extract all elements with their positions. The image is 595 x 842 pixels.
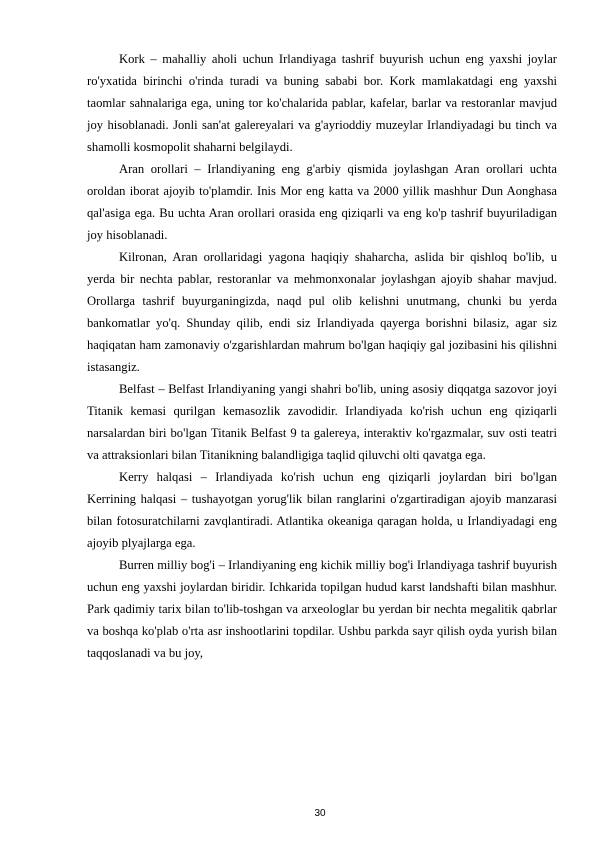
paragraph-kork: Kork – mahalliy aholi uchun Irlandiyaga tashrif buyurish uchun eng yaxshi joylar ro'yxatida birinchi o'rinda turadi va buning sababi bor. Kork mamlakatdagi eng yaxshi taomlar sahnalariga ega, uning tor ko'chalarida pablar, kafelar, barlar va restoranlar mavjud joy hisoblanadi. Jonli san'at galereyalari va g'ayrioddiy muzeylar Irlandiyadagi bu tinch va shamolli kosmopolit shaharni belgilaydi. <box>87 52 557 154</box>
paragraph-aran-islands: Aran orollari – Irlandiyaning eng g'arbiy qismida joylashgan Aran orollari uchta oroldan iborat ajoyib to'plamdir. Inis Mor eng katta va 2000 yillik mashhur Dun Aonghasa qal'asiga ega. Bu uchta Aran orollari orasida eng qiziqarli va eng ko'p tashrif buyuriladigan joy hisoblanadi. <box>87 162 557 242</box>
paragraph-kilronan: Kilronan, Aran orollaridagi yagona haqiqiy shaharcha, aslida bir qishloq bo'lib, u yerda bir nechta pablar, restoranlar va mehmonxonalar joylashgan ajoyib shahar mavjud. Orollarga tashrif buyurganingizda, naqd pul olib kelishni unutmang, chunki bu yerda bankomatlar yo'q. Shunday qilib, endi siz Irlandiyada qayerga borishni bilasiz, agar siz haqiqatan ham zamonaviy o'zgarishlardan mahrum bo'lgan haqiqiy gal jozibasini his qilishni istasangiz. <box>87 250 557 374</box>
paragraph-burren: Burren milliy bog'i – Irlandiyaning eng kichik milliy bog'i Irlandiyaga tashrif buyurish uchun eng yaxshi joylardan biridir. Ichkarida topilgan hudud karst landshafti bilan mashhur. Park qadimiy tarix bilan to'lib-toshgan va arxeologlar bu yerdan bir nechta megalitik qabrlar va boshqa ko'plab o'rta asr inshootlarini topdilar. Ushbu parkda sayr qilish oyda yurish bilan taqqoslanadi va bu joy, <box>87 558 557 660</box>
paragraph-belfast: Belfast – Belfast Irlandiyaning yangi shahri bo'lib, uning asosiy diqqatga sazovor joyi Titanik kemasi qurilgan kemasozlik zavodidir. Irlandiyada ko'rish uchun eng qiziqarli narsalardan biri bo'lgan Titanik Belfast 9 ta galereya, interaktiv ko'rgazmalar, suv osti teatri va attraksionlari bilan Titanikning balandligiga taqlid qiluvchi olti qavatga ega. <box>87 382 557 462</box>
page-number: 30 <box>314 808 326 819</box>
paragraph-kerry-ring: Kerry halqasi – Irlandiyada ko'rish uchun eng qiziqarli joylardan biri bo'lgan Kerrining halqasi – tushayotgan yorug'lik bilan ranglarini o'zgartiradigan ajoyib manzarasi bilan fotosuratchilarni zavqlantiradi. Atlantika okeaniga qaragan holda, u Irlandiyadagi eng ajoyib plyajlarga ega. <box>87 470 557 550</box>
page-body <box>87 48 557 664</box>
